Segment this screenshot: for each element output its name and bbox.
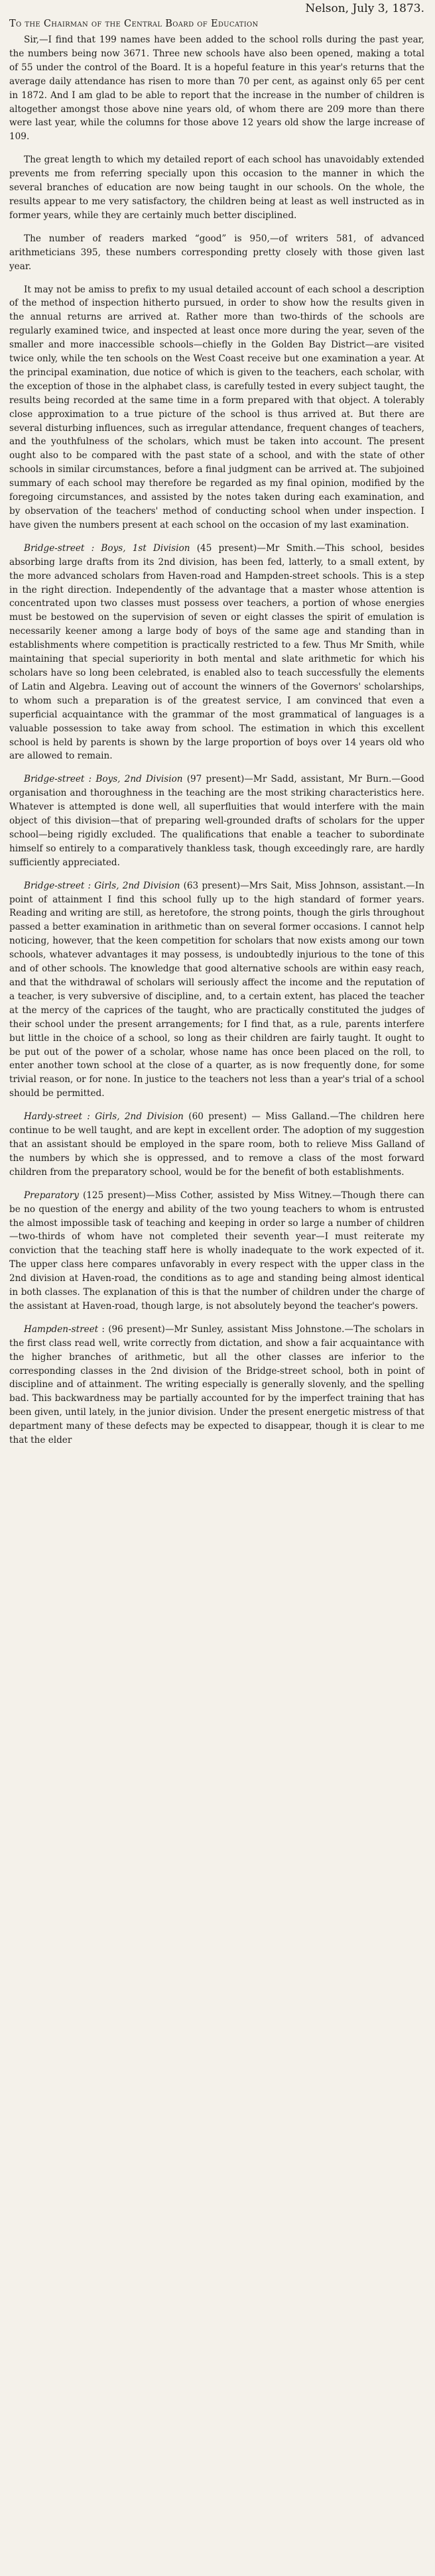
paragraph-text: (63 present)—Mrs Sait, Miss Johnson, assistant.—In point of attainment I find this school fully up to the high standard of former years. Reading and writing are still, as heretofore, the strong points, though the girls throughout passed a better examination in arithmetic than on several former occasions. I cannot help noticing, however, that the keen competition for scholars that now exists among our town schools, whatever advantages it may possess, is undoubtedly injurious to the tone of this and of other schools. The knowledge that good alternative schools are within easy reach, and that the withdrawal of scholars will seriously affect the income and the reputation of a teacher, is very subversive of discipline, and, to a certain extent, has placed the teacher at the mercy of the caprices of the taught, who are practically constituted the judges of their school under the present arrangements; for I find that, as a rule, parents interfere but little in the choice of a school, so long as their children are fairly taught. It ought to be put out of the power of a scholar, whose name has once been placed on the roll, to enter another town school at the close of a quarter, as is now frequently done, for some trivial reason, or for none. In justice to the teachers not less than a year's trial of a school should be permitted. <box>9 880 424 1099</box>
paragraph-text: Sir,—I find that 199 names have been added to the school rolls during the past year, the numbers being now 3671. Three new schools have also been opened, making a total of 55 under the control of the Board. It is a hopeful feature in this year's returns that the average daily attendance has risen to more than 70 per cent, as against only 65 per cent in 1872. And I am glad to be able to report that the increase in the number of children is altogether amongst those above nine years old, of whom there are 209 more than there were last year, while the columns for those above 12 years old show the large increase of 109. <box>9 34 424 143</box>
school-heading: Bridge-street : Girls, 2nd Division <box>24 880 180 891</box>
paragraph-text: (125 present)—Miss Cother, assisted by Miss Witney.—Though there can be no question of the energy and ability of the two young teachers to whom is entrusted the almost impossible task of teaching and keeping in order so large a number of children—two-thirds of whom have not completed their seventh year—I must reiterate my conviction that the teaching staff here is wholly inadequate to the work expected of it. The upper class here compares unfavorably in every respect with the upper class in the 2nd division at Haven-road, the conditions as to age and standing being almost identical in both classes. The explanation of this is that the number of children under the charge of the assistant at Haven-road, though large, is not absolutely beyond the teacher's powers. <box>9 1190 424 1312</box>
paragraph-readers <box>9 232 424 274</box>
report-body <box>9 33 424 2576</box>
salutation: To the Chairman of the Central Board of Education <box>9 19 259 29</box>
paragraph-method <box>9 283 424 532</box>
paragraph-text: It may not be amiss to prefix to my usual detailed account of each school a description of the method of inspection hitherto pursued, in order to show how the results given in the annual returns are arrived at. Rather more than two-thirds of the schools are regularly examined twice, and inspected at least once more during the year, seven of the smaller and more inaccessible schools—chiefly in the Golden Bay District—are visited twice only, while the ten schools on the West Coast receive but one examination a year. At the principal examination, due notice of which is given to the teachers, each scholar, with the exception of those in the alphabet class, is carefully tested in every subject taught, the results being recorded at the same time in a form prepared with that object. A tolerably close approximation to a true picture of the school is thus arrived at. But there are several disturbing influences, such as irregular attendance, frequent changes of teachers, and the youthfulness of the scholars, which must be taken into account. The present ought also to be compared with the past state of a school, and with the state of other schools in similar circumstances, before a final judgment can be arrived at. The subjoined summary of each school may therefore be regarded as my final opinion, modified by the foregoing circumstances, and assisted by the notes taken during each examination, and by observation of the teachers' method of conducting school when under inspection. I have given the numbers present at each school on the occasion of my last examination. <box>9 284 424 530</box>
paragraph-text: (97 present)—Mr Sadd, assistant, Mr Burn.—Good organisation and thoroughness in the teaching are the most striking characteristics here. Whatever is attempted is done well, all superfluities that would interfere with the main object of this division—that of preparing well-grounded drafts of scholars for the upper school—being rigidly excluded. The qualifications that enable a teacher to subordinate himself so entirely to a comparatively thankless task, though exceedingly rare, are hardly sufficiently appreciated. <box>9 774 424 868</box>
paragraph-intro <box>9 33 424 144</box>
school-heading: Hampden-street <box>24 1323 99 1335</box>
paragraph-text: The number of readers marked “good” is 950,—of writers 581, of advanced arithmeticians 395, these numbers corresponding pretty closely with those given last year. <box>9 233 424 272</box>
paragraph-text: (60 present) — Miss Galland.—The children here continue to be well taught, and are kept in excellent order. The adoption of my suggestion that an assistant should be employed in the spare room, both to relieve Miss Galland of the numbers by which she is oppressed, and to remove a class of the most forward children from the preparatory school, would be for the benefit of both establishments. <box>9 1111 425 1178</box>
paragraph-preparatory <box>9 1189 424 1314</box>
paragraph-bridge-girls-2 <box>9 879 424 1101</box>
paragraph-detailed-report <box>9 153 424 223</box>
paragraph-bridge-boys-2 <box>9 772 424 869</box>
school-heading: Preparatory <box>24 1190 79 1201</box>
paragraph-text: The great length to which my detailed report of each school has unavoidably extended prevents me from referring specially upon this occasion to the manner in which the several branches of education are now being taught in our schools. On the whole, the results appear to me very satisfactory, the children being at least as well instructed as in former years, while they are certainly much better disciplined. <box>9 154 424 221</box>
paragraph-hampden <box>9 1323 424 1447</box>
school-heading: Bridge-street : Boys, 1st Division <box>24 542 190 554</box>
paragraph-text: : (96 present)—Mr Sunley, assistant Miss Johnstone.—The scholars in the first class read well, write correctly from dictation, and show a fair acquaintance with the higher branches of arithmetic, but all the other classes are inferior to the corresponding classes in the 2nd division of the Bridge-street school, both in point of discipline and of attainment. The writing especially is generally slovenly, and the spelling bad. This backwardness may be partially accounted for by the imperfect training that has been given, until lately, in the junior division. Under the present energetic mistress of that department many of these defects may be expected to disappear, though it is clear to me that the elder <box>9 1323 424 1446</box>
paragraph-bridge-boys-1 <box>9 542 424 764</box>
school-heading: Hardy-street : Girls, 2nd Division <box>24 1111 184 1123</box>
dateline: Nelson, July 3, 1873. <box>305 2 424 15</box>
paragraph-text: (45 present)—Mr Smith.—This school, besides absorbing large drafts from its 2nd division, has been fed, latterly, to a small extent, by the more advanced scholars from Haven-road and Hampden-street schools. This is a step in the right direction. Independently of the advantage that a master whose attention is concentrated upon two classes must possess over teachers, a portion of whose energies must be bestowed on the supervision of seven or eight classes the spirit of emulation is necessarily keener among a large body of boys of the same age and standing than in establishments where competition is practically restricted to a few. Thus Mr Smith, while maintaining that special superiority in both mental and slate arithmetic for which his scholars have so long been celebrated, is enabled also to teach successfully the elements of Latin and Algebra. Leaving out of account the winners of the Governors' scholarships, to whom such a preparation is of the greatest service, I am convinced that even a superficial acquaintance with the grammar of the most grammatical of languages is a valuable possession to take away from school. The estimation in which this excellent school is held by parents is shown by the large proportion of boys over 14 years old who are allowed to remain. <box>9 542 424 762</box>
school-heading: Bridge-street : Boys, 2nd Division <box>24 774 183 785</box>
paragraph-hardy-girls-2 <box>9 1110 424 1180</box>
